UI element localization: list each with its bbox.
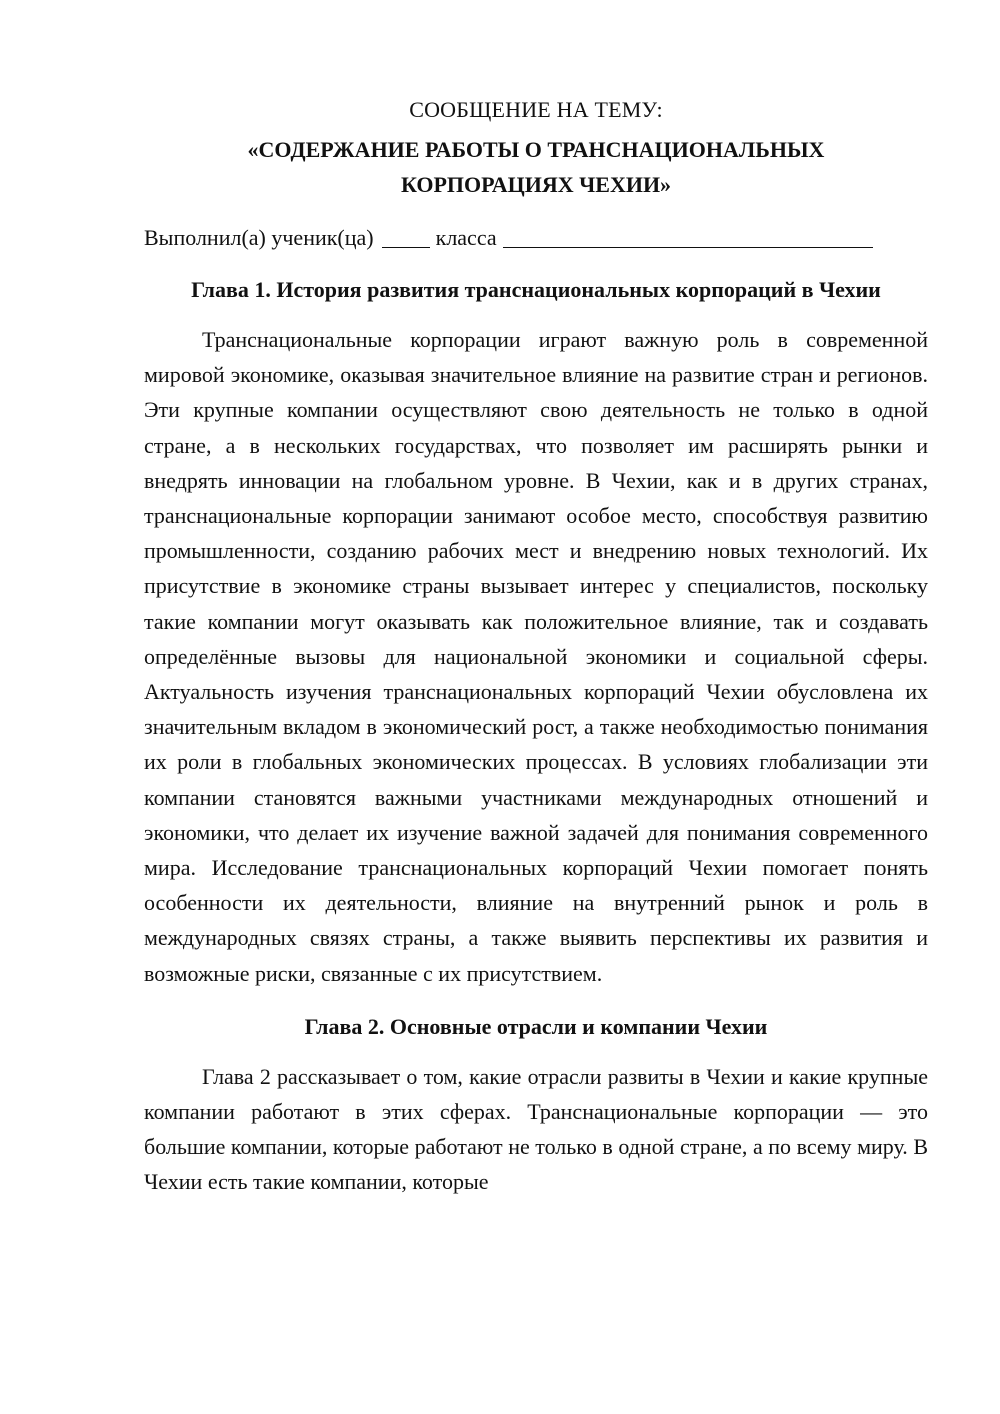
- chapter-1-paragraph: Транснациональные корпорации играют важную роль в современной мировой экономике, оказывая значительное влияние на развитие стран и регионов. Эти крупные компании осуществляют свою деятельность не только в одной стране, а в нескольких государствах, что позволяет им расширять рынки и внедрять инновации на глобальном уровне. В Чехии, как и в других странах, транснациональные корпорации занимают особое место, способствуя развитию промышленности, созданию рабочих мест и внедрению новых технологий. Их присутствие в экономике страны вызывает интерес у специалистов, поскольку такие компании могут оказывать как положительное влияние, так и создавать определённые вызовы для национальной экономики и социальной сферы. Актуальность изучения транснациональных корпораций Чехии обусловлена их значительным вкладом в экономический рост, а также необходимостью понимания их роли в глобальных экономических процессах. В условиях глобализации эти компании становятся важными участниками международных отношений и экономики, что делает их изучение важной задачей для понимания современного мира. Исследование транснациональных корпораций Чехии помогает понять особенности их деятельности, влияние на внутренний рынок и роль в международных связях страны, а также выявить перспективы их развития и возможные риски, связанные с их присутствием.: [144, 327, 928, 986]
- signature-class-label: класса: [435, 225, 497, 250]
- chapter-2-heading: Глава 2. Основные отрасли и компании Чехии: [304, 1013, 768, 1039]
- class-blank: [382, 225, 430, 248]
- subject-line: СООБЩЕНИЕ НА ТЕМУ:: [409, 97, 663, 122]
- title-line-2: КОРПОРАЦИЯХ ЧЕХИИ»: [400, 172, 672, 197]
- document-content: [144, 92, 928, 1200]
- signature-line: [144, 220, 928, 256]
- title-line-1: «СОДЕРЖАНИЕ РАБОТЫ О ТРАНСНАЦИОНАЛЬНЫХ: [247, 137, 825, 162]
- chapter-1-heading: Глава 1. История развития транснациональных корпораций в Чехии: [191, 277, 881, 302]
- signature-prefix: Выполнил(а) ученик(ца): [144, 225, 374, 250]
- chapter-2-paragraph: Глава 2 рассказывает о том, какие отрасли развиты в Чехии и какие крупные компании работают в этих сферах. Транснациональные корпорации — это большие компании, которые работают не только в одной стране, а по всему миру. В Чехии есть такие компании, которые: [144, 1063, 928, 1195]
- name-blank: [503, 225, 873, 248]
- document-title: [144, 132, 928, 202]
